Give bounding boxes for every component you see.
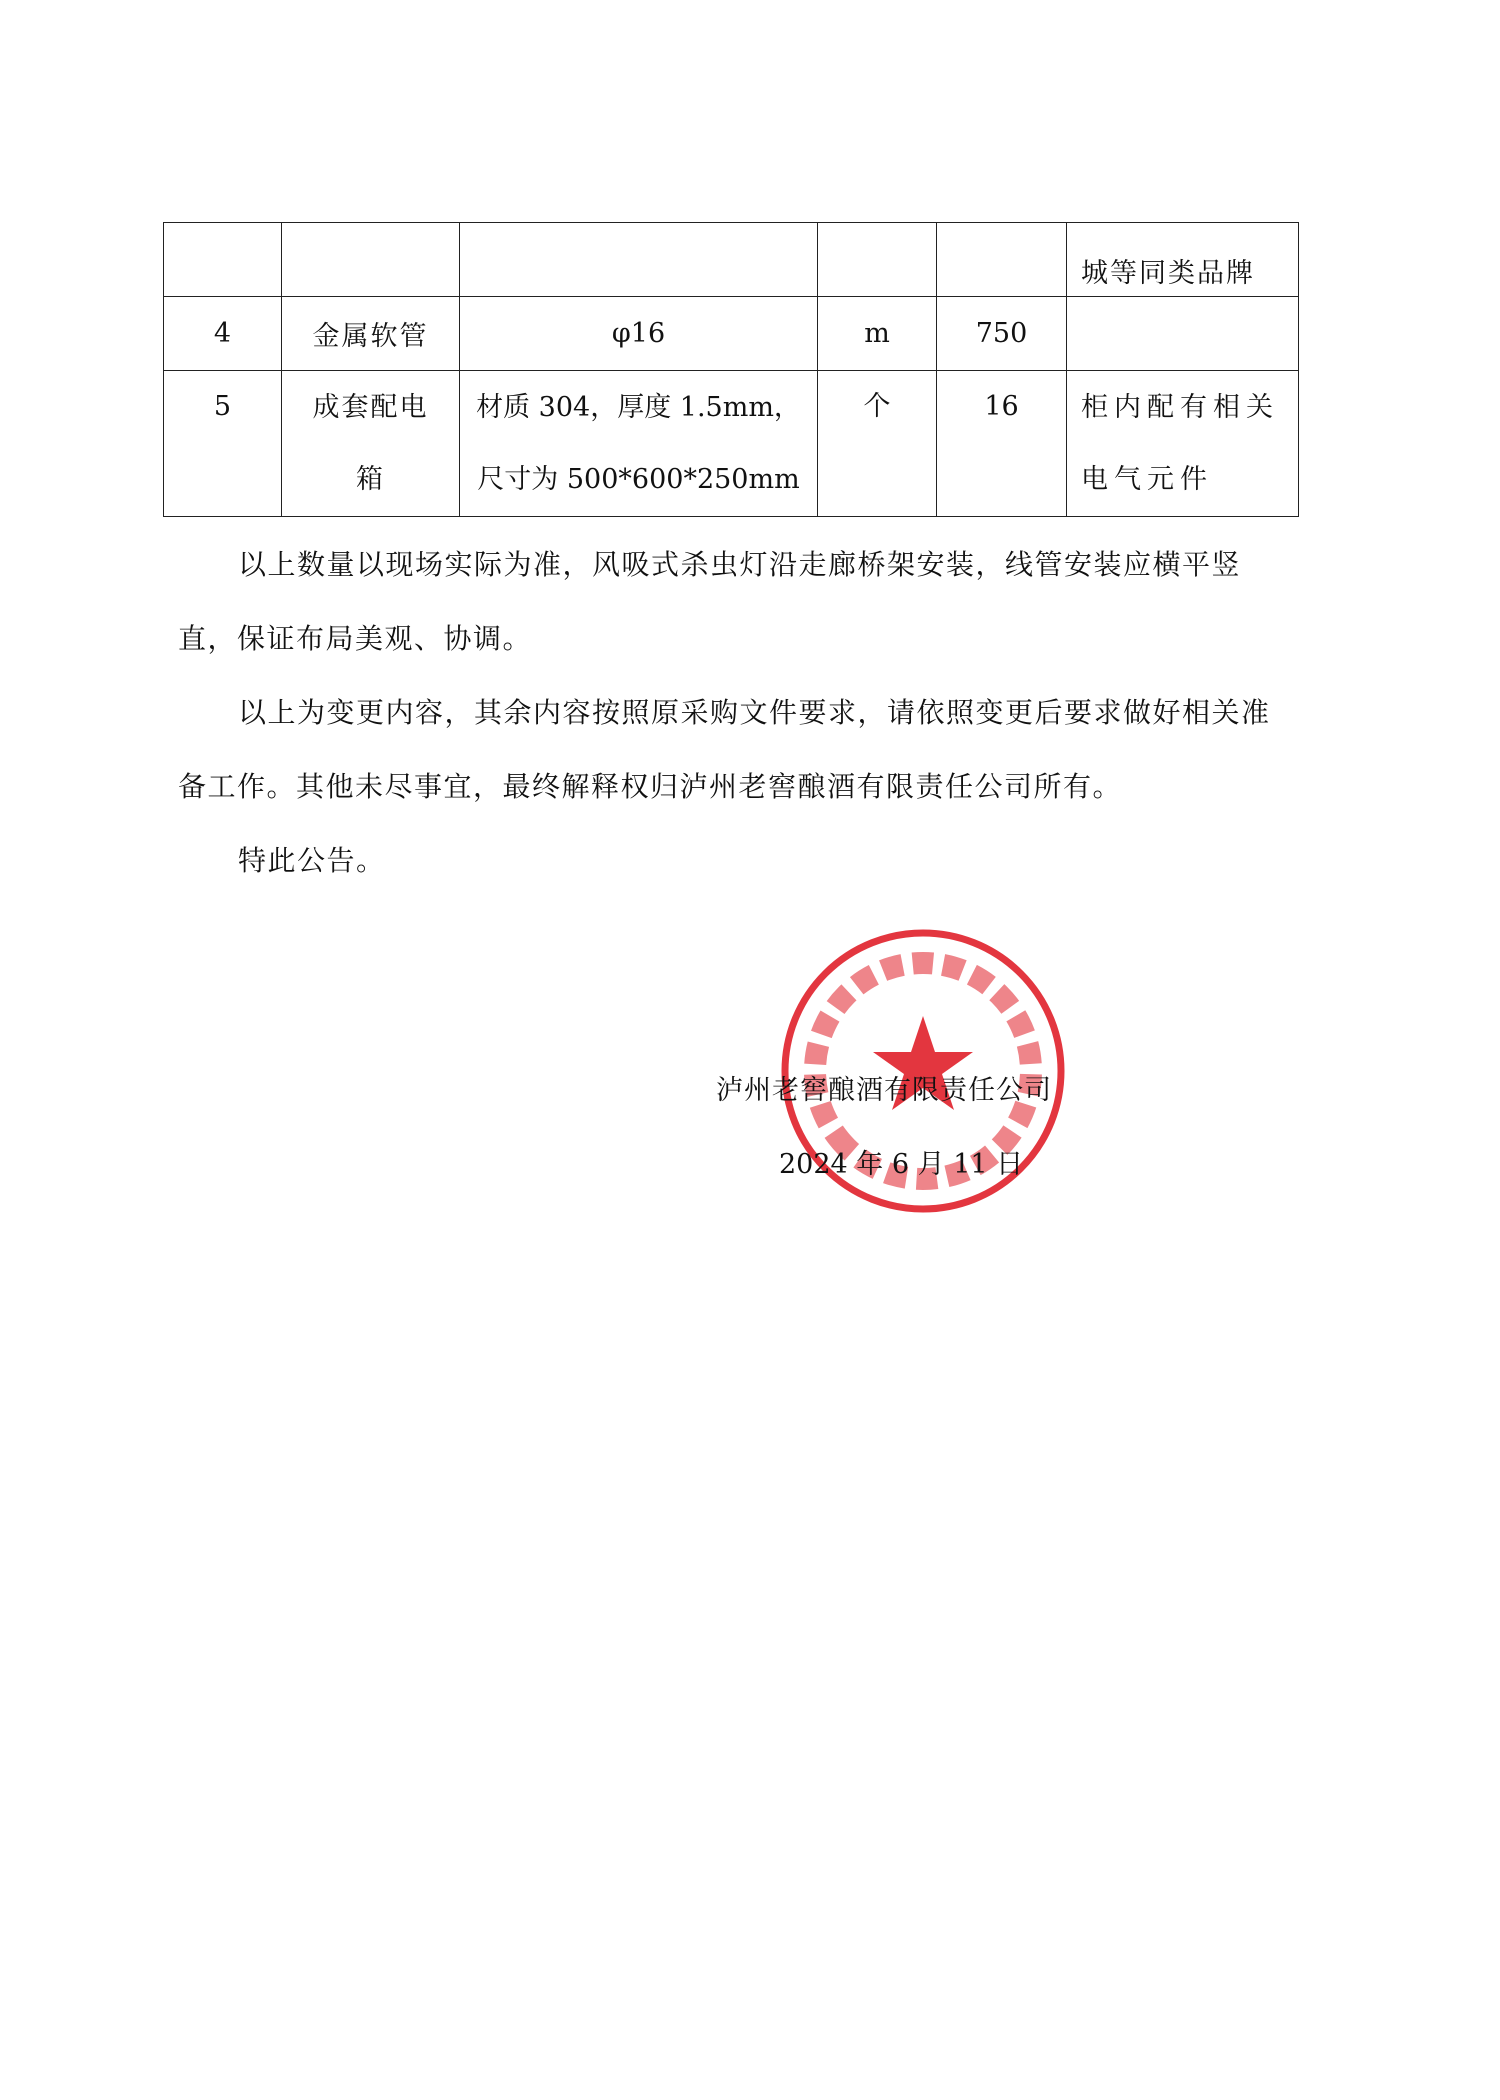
cell-qty: 16 [937,371,1067,517]
cell-name: 金属软管 [282,297,460,371]
cell-spec: φ16 [460,297,818,371]
paragraph-3: 特此公告。 [238,844,386,877]
cell-spec-line: 材质 304，厚度 1.5mm， [476,391,801,423]
materials-table [163,222,1299,517]
cell-remark [1067,371,1299,517]
cell-name [282,223,460,297]
cell-spec [460,371,818,517]
cell-remark: 城等同类品牌 [1067,223,1299,297]
cell-unit: m [818,297,937,371]
body-text [178,528,1298,898]
paragraph-2: 以上为变更内容，其余内容按照原采购文件要求，请依照变更后要求做好相关准备工作。其他未尽事宜，最终解释权归泸州老窖酿酒有限责任公司所有。 [178,696,1271,803]
signature-date: 2024 年 6 月 11 日 [779,1149,1024,1180]
cell-remark-line: 柜内配有相关 [1081,391,1279,423]
cell-spec-line: 尺寸为 500*600*250mm [477,463,800,495]
cell-name-line: 箱 [356,463,385,495]
signature-company: 泸州老窖酿酒有限责任公司 [716,1075,1052,1106]
paragraph-1: 以上数量以现场实际为准，风吸式杀虫灯沿走廊桥架安装，线管安装应横平竖直，保证布局美观、协调。 [178,548,1242,655]
cell-no: 4 [164,297,282,371]
table-row [164,371,1299,517]
cell-no [164,223,282,297]
cell-no: 5 [164,371,282,517]
table-row [164,297,1299,371]
cell-name [282,371,460,517]
cell-name-line: 成套配电 [312,391,429,423]
cell-remark-line: 电气元件 [1081,463,1213,495]
cell-remark [1067,297,1299,371]
cell-qty [937,223,1067,297]
cell-unit [818,223,937,297]
cell-unit: 个 [818,371,937,517]
cell-spec [460,223,818,297]
table-row [164,223,1299,297]
cell-qty: 750 [937,297,1067,371]
